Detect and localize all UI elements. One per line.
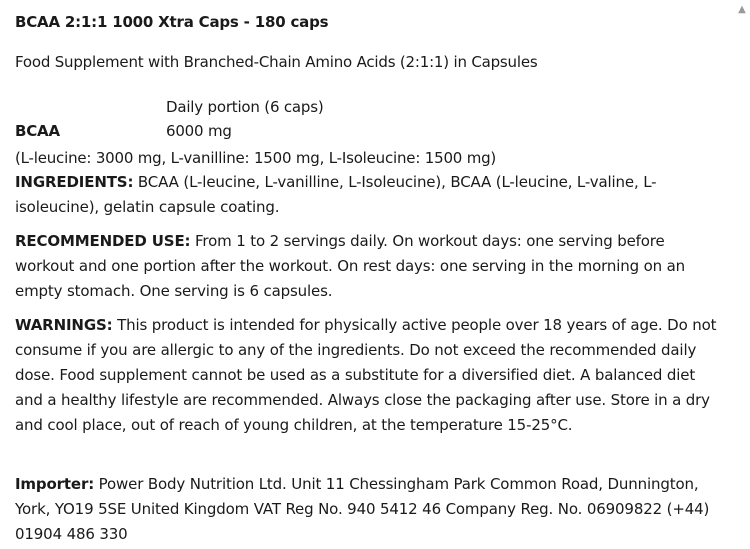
importer-section xyxy=(15,472,720,547)
recommended-use-label: RECOMMENDED USE: xyxy=(15,232,191,250)
daily-portion-header: Daily portion (6 caps) xyxy=(166,98,324,116)
recommended-use-section xyxy=(15,229,720,304)
nutrition-bcaa-row xyxy=(15,119,615,143)
importer-text: Power Body Nutrition Ltd. Unit 11 Chessingham Park Common Road, Dunnington, York, YO19 5SE United Kingdom VAT Reg No. 940 5412 46 Company Reg. No. 06909822 (+44) 01904 486 330 xyxy=(15,475,710,543)
nutrition-header-row xyxy=(15,95,615,119)
product-title: BCAA 2:1:1 1000 Xtra Caps - 180 caps xyxy=(15,13,329,31)
warnings-section xyxy=(15,313,720,438)
recommended-use-text: From 1 to 2 servings daily. On workout days: one serving before workout and one portion after the workout. On rest days: one serving in the morning on an empty stomach. One serving is 6 capsules. xyxy=(15,232,686,300)
nutrition-table xyxy=(15,95,615,143)
bcaa-detail: (L-leucine: 3000 mg, L-vanilline: 1500 mg, L-Isoleucine: 1500 mg) xyxy=(15,149,497,167)
ingredients-label: INGREDIENTS: xyxy=(15,173,134,191)
triangle-up-icon: ▲ xyxy=(738,3,746,15)
product-description xyxy=(15,10,720,543)
importer-label: Importer: xyxy=(15,475,95,493)
bcaa-label: BCAA xyxy=(15,122,60,140)
scroll-up-arrow-icon[interactable] xyxy=(734,0,750,18)
ingredients-text: BCAA (L-leucine, L-vanilline, L-Isoleucine), BCAA (L-leucine, L-valine, L-isoleucine), gelatin capsule coating. xyxy=(15,173,657,216)
warnings-label: WARNINGS: xyxy=(15,316,113,334)
warnings-text: This product is intended for physically active people over 18 years of age. Do not consume if you are allergic to any of the ingredients. Do not exceed the recommended daily dose. Food supplement cannot be used as a substitute for a diversified diet. A balanced diet and a healthy lifestyle are recommended. Always close the packaging after use. Store in a dry and cool place, out of reach of young children, at the temperature 15-25°C. xyxy=(15,316,717,434)
ingredients-section xyxy=(15,170,720,220)
bcaa-value: 6000 mg xyxy=(166,122,232,140)
product-subtitle: Food Supplement with Branched-Chain Amino Acids (2:1:1) in Capsules xyxy=(15,53,538,71)
